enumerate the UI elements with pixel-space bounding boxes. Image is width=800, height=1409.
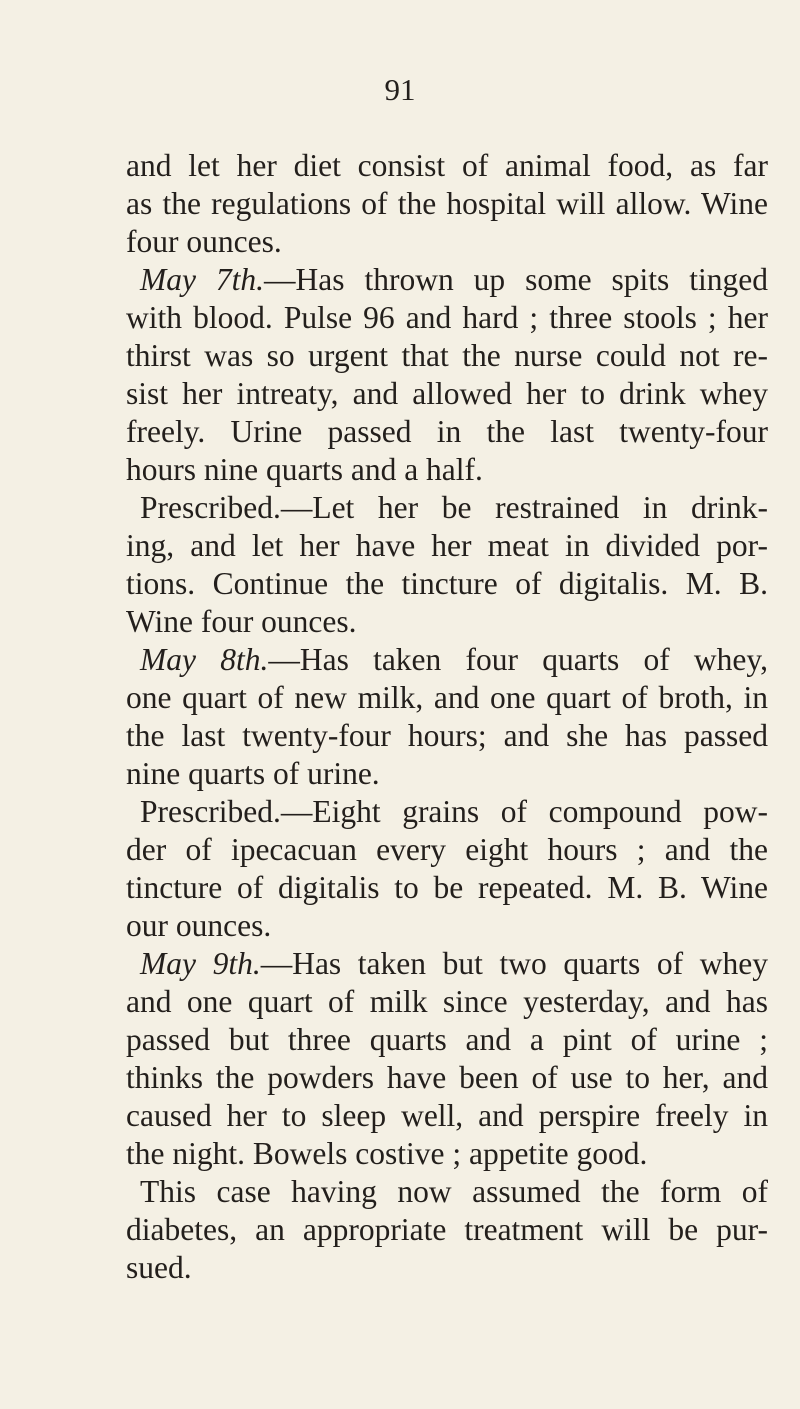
text-line: caused her to sleep well, and perspire freely in	[126, 1098, 768, 1133]
text-line: hours nine quarts and a half.	[126, 452, 483, 487]
text-line: thirst was so urgent that the nurse could not re-	[126, 338, 768, 373]
body-text	[126, 147, 768, 1287]
text-line: Wine four ounces.	[126, 604, 357, 639]
text-line: sist her intreaty, and allowed her to drink whey	[126, 376, 768, 411]
text-line: with blood. Pulse 96 and hard ; three stools ; her	[126, 300, 768, 335]
text-line	[126, 641, 768, 679]
text-line: nine quarts of urine.	[126, 756, 380, 791]
text-line: ing, and let her have her meat in divided por-	[126, 528, 768, 563]
text-line: Prescribed.—Let her be restrained in drink-	[140, 490, 768, 525]
text-line: This case having now assumed the form of	[140, 1174, 768, 1209]
text-line: our ounces.	[126, 908, 272, 943]
text-line: four ounces.	[126, 224, 282, 259]
page-number: 91	[384, 72, 416, 107]
text-line: one quart of new milk, and one quart of broth, in	[126, 680, 768, 715]
text-line: sued.	[126, 1250, 192, 1285]
entry-date: May 8th.	[140, 642, 269, 677]
entry-date: May 7th.	[140, 262, 265, 297]
entry-text: —Has taken four quarts of whey,	[268, 642, 768, 677]
text-line: diabetes, an appropriate treatment will be pur-	[126, 1212, 768, 1247]
text-line	[126, 261, 768, 299]
entry-text: —Has thrown up some spits tinged	[264, 262, 768, 297]
text-line: passed but three quarts and a pint of urine ;	[126, 1022, 768, 1057]
text-line: as the regulations of the hospital will allow. Wine	[126, 186, 768, 221]
text-line: der of ipecacuan every eight hours ; and the	[126, 832, 768, 867]
text-line: and one quart of milk since yesterday, and has	[126, 984, 768, 1019]
text-line: freely. Urine passed in the last twenty-four	[126, 414, 768, 449]
text-line: Prescribed.—Eight grains of compound pow-	[140, 794, 768, 829]
text-line: the night. Bowels costive ; appetite good.	[126, 1136, 648, 1171]
text-line	[126, 945, 768, 983]
text-line: the last twenty-four hours; and she has passed	[126, 718, 768, 753]
entry-text: —Has taken but two quarts of whey	[260, 946, 768, 981]
text-line: tincture of digitalis to be repeated. M. B. Wine	[126, 870, 768, 905]
text-line: thinks the powders have been of use to her, and	[126, 1060, 768, 1095]
entry-date: May 9th.	[140, 946, 261, 981]
text-line: and let her diet consist of animal food, as far	[126, 148, 768, 183]
text-line: tions. Continue the tincture of digitalis. M. B.	[126, 566, 768, 601]
